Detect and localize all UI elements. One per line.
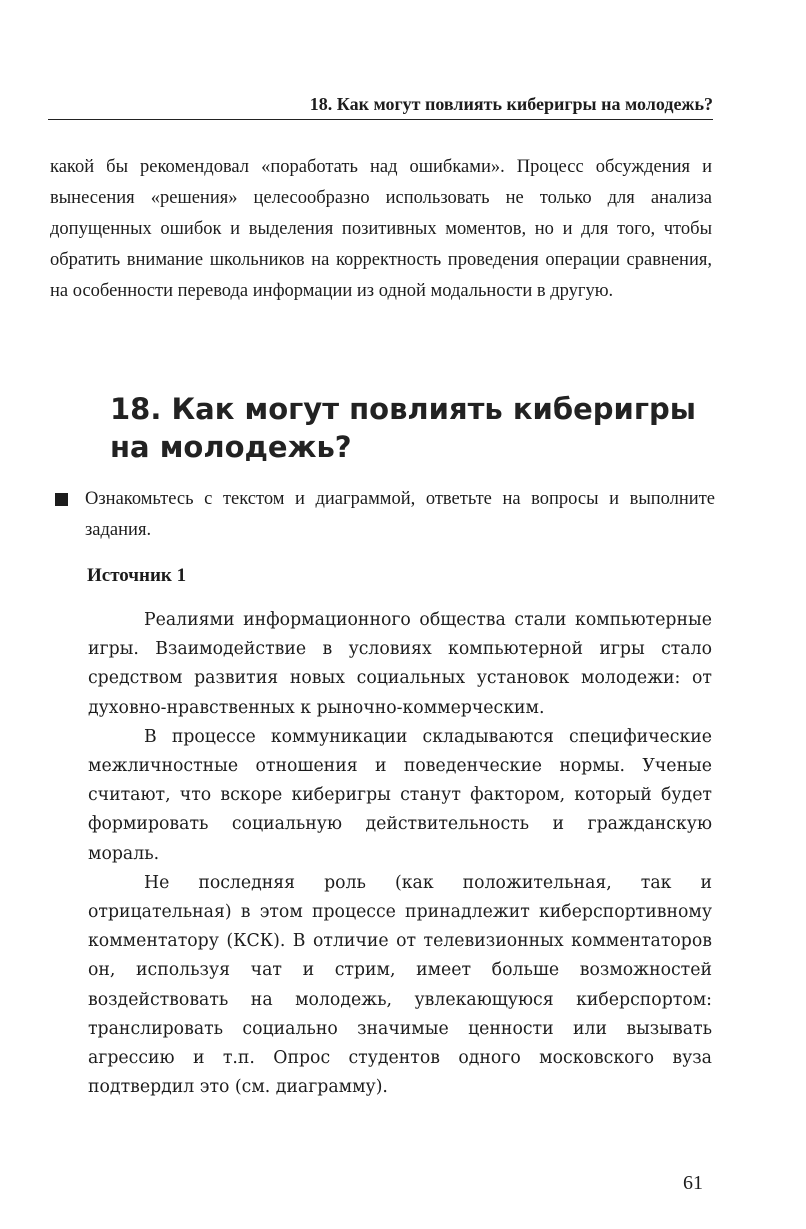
source-label: Источник 1 — [87, 565, 187, 586]
source-paragraph-3: Не последняя роль (как положительная, так и отрицательная) в этом процессе принадлежит киберспортивному комментатору (КСК). В отличие от телевизионных комментаторов он, используя чат и стрим, имеет больше возможностей воздействовать на молодежь, увлекающуюся киберспортом: транслировать социально значимые ценности или вызывать агрессию и т.п. Опрос студентов одного московского вуза подтвердил это (см. диаграмму). — [88, 872, 712, 1098]
source-paragraph-1: Реалиями информационного общества стали компьютерные игры. Взаимодействие в условиях компьютерной игры стало средством развития новых социальных установок молодежи: от духовно-нравственных к рыночно-коммерческим. — [88, 610, 712, 718]
source-paragraph-2: В процессе коммуникации складываются специфические межличностные отношения и поведенческие нормы. Ученые считают, что вскоре киберигры станут фактором, который будет формировать социальную действительность и гражданскую мораль. — [88, 726, 712, 864]
source-text — [88, 606, 712, 1102]
running-head: 18. Как могут повлиять киберигры на молодежь? — [48, 94, 713, 120]
intro-paragraph: какой бы рекомендовал «поработать над ошибками». Процесс обсуждения и вынесения «решения» целесообразно использовать не только для анализа допущенных ошибок и выделения позитивных моментов, но и для того, чтобы обратить внимание школьников на корректность проведения операции сравнения, на особенности перевода информации из одной модальности в другую. — [50, 157, 712, 301]
chapter-title: 18. Как могут повлиять киберигры на молодежь? — [110, 392, 696, 464]
task-text: Ознакомьтесь с текстом и диаграммой, ответьте на вопросы и выполните задания. — [85, 489, 715, 540]
square-bullet-icon — [55, 493, 68, 506]
page-number: 61 — [683, 1172, 703, 1194]
task-instruction — [55, 484, 715, 546]
